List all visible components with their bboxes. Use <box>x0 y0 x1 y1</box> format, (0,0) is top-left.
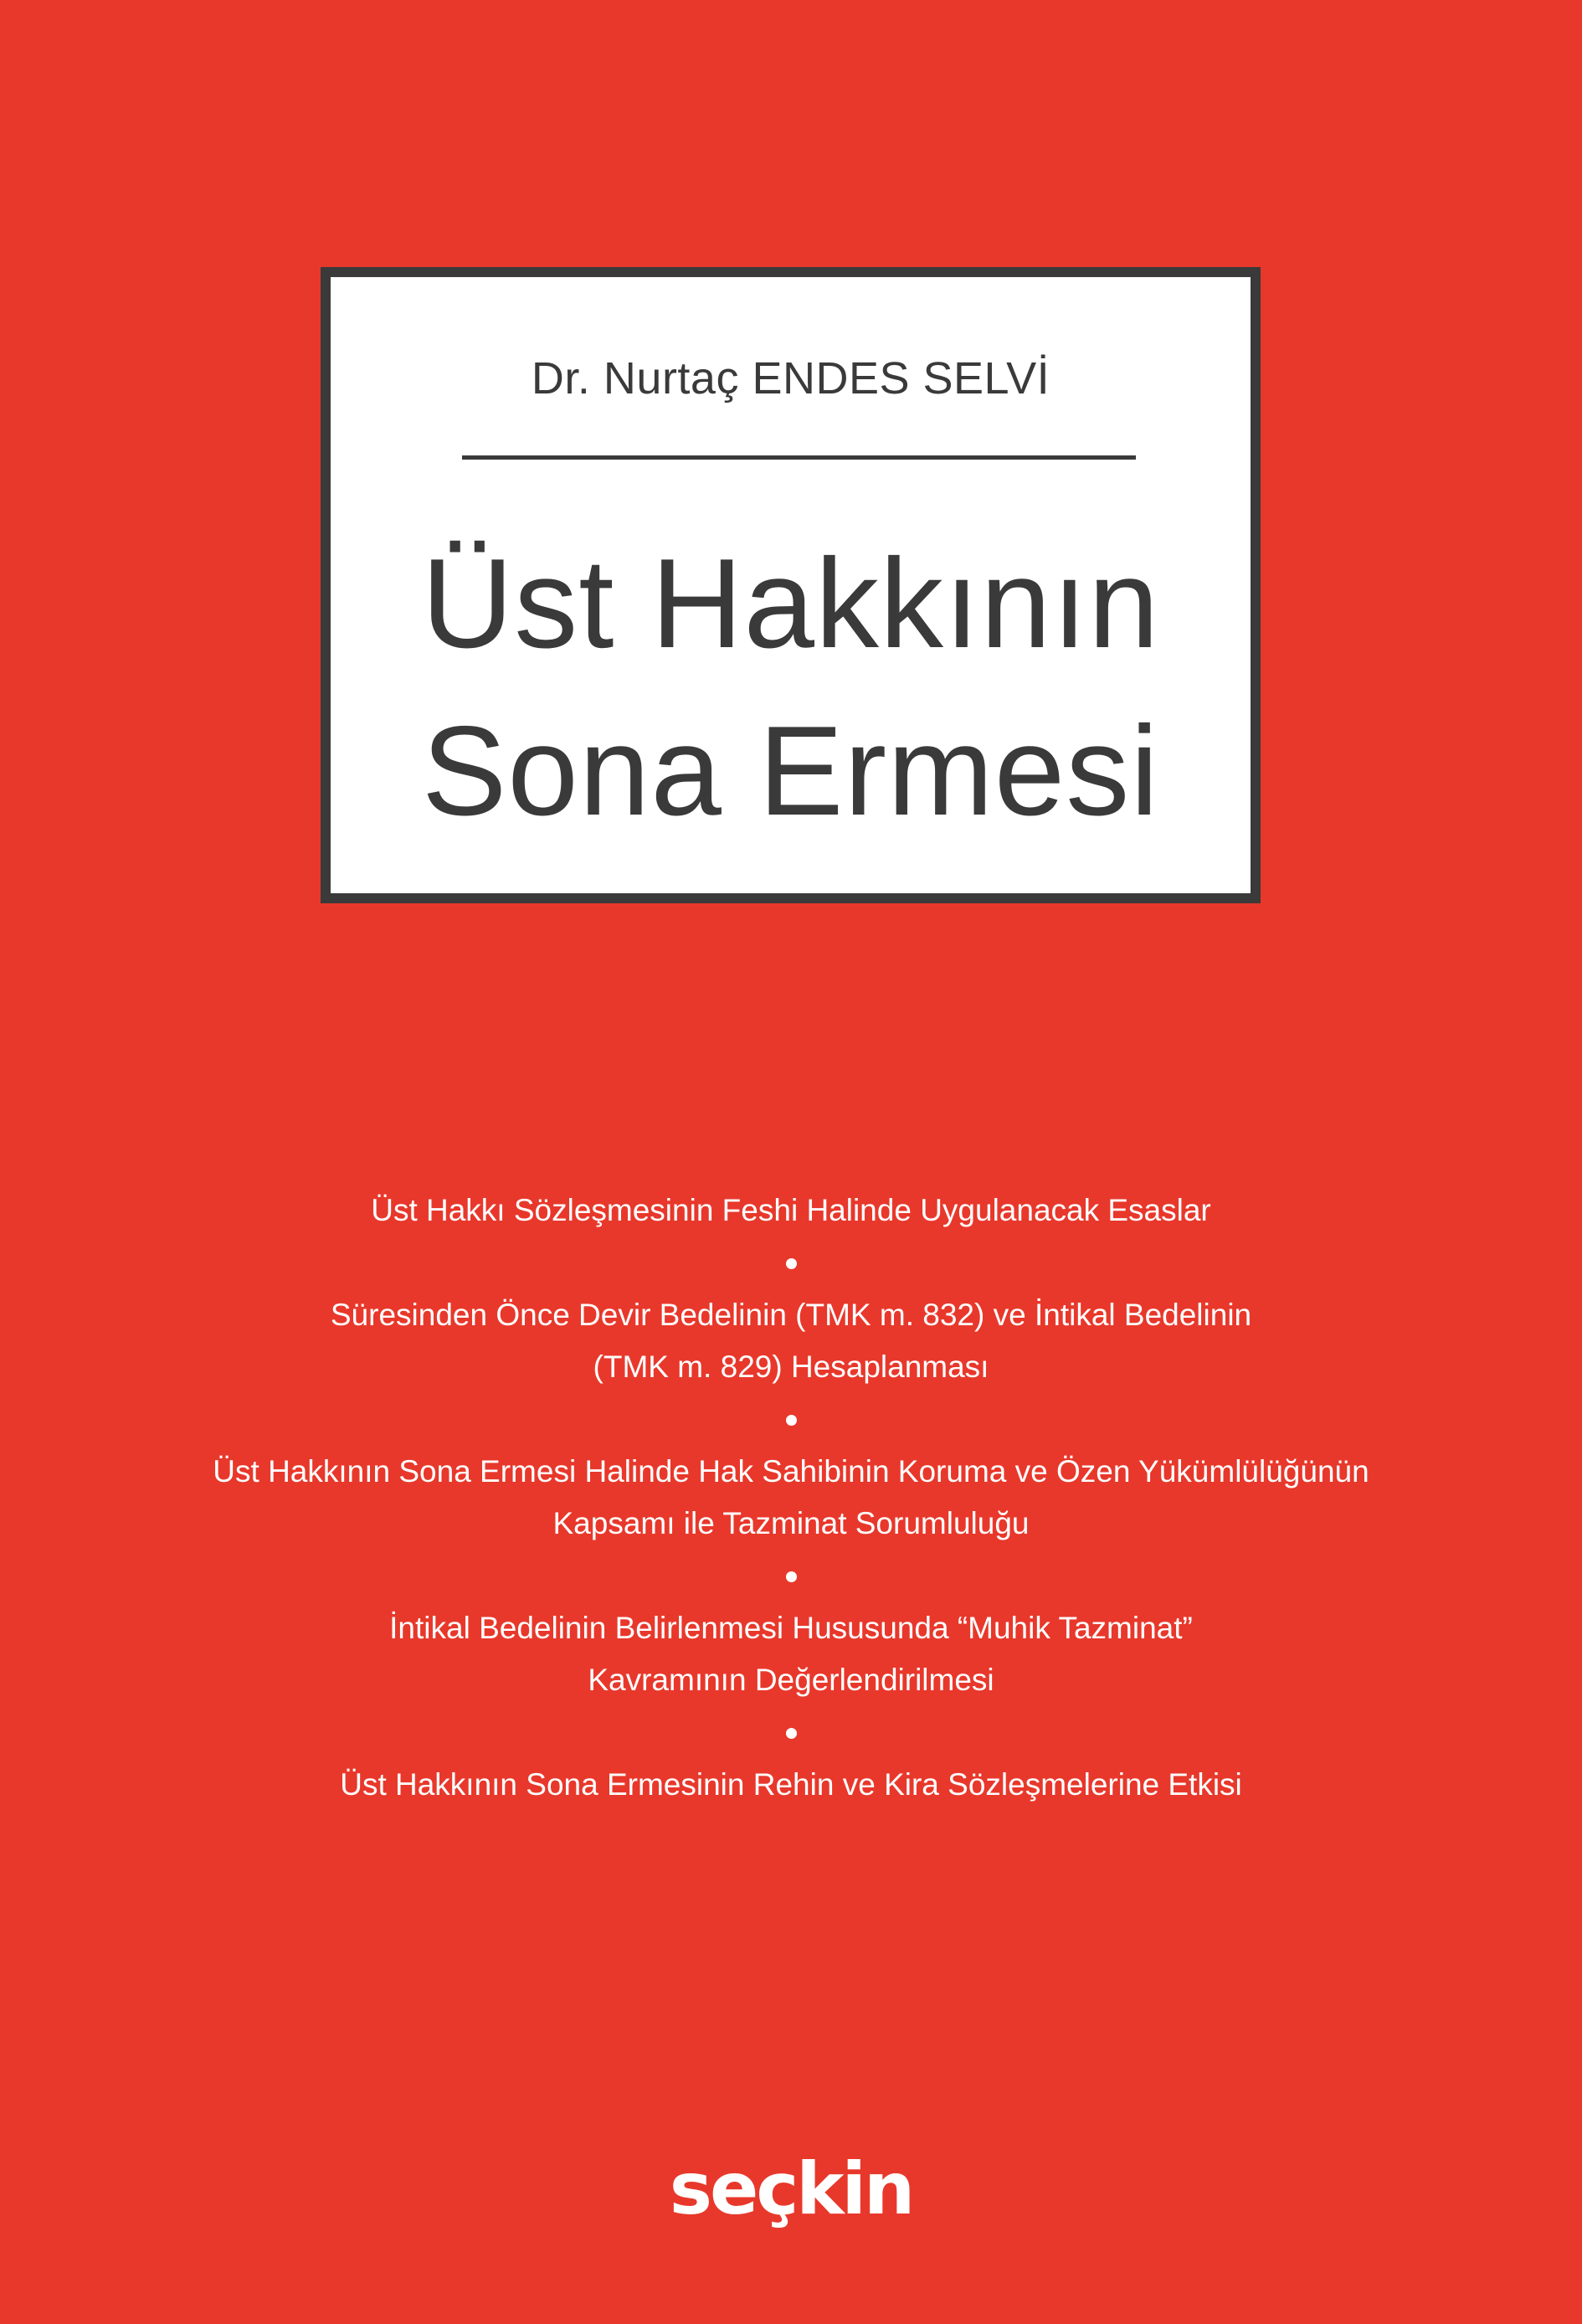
bullet-separator <box>786 1728 797 1739</box>
topic-item <box>126 1759 1456 1811</box>
topic-line: Üst Hakkının Sona Ermesinin Rehin ve Kira Sözleşmelerine Etkisi <box>340 1767 1242 1802</box>
bullet-separator <box>786 1415 797 1426</box>
topic-item <box>126 1185 1456 1237</box>
bullet-separator <box>786 1571 797 1582</box>
topic-list <box>126 1185 1456 1811</box>
topic-item <box>126 1602 1456 1706</box>
topic-line: İntikal Bedelinin Belirlenmesi Hususunda “Muhik Tazminat” <box>389 1611 1193 1645</box>
topic-line: Kavramının Değerlendirilmesi <box>588 1663 994 1697</box>
title-box <box>321 267 1261 903</box>
author-name: Dr. Nurtaç ENDES SELVİ <box>531 353 1050 404</box>
book-title <box>331 520 1251 855</box>
book-title-line-2: Sona Ermesi <box>421 700 1160 842</box>
topic-line: Süresinden Önce Devir Bedelinin (TMK m. 832) ve İntikal Bedelinin <box>330 1298 1252 1332</box>
topic-line: (TMK m. 829) Hesaplanması <box>593 1350 989 1384</box>
topic-item <box>126 1289 1456 1393</box>
book-title-line-1: Üst Hakkının <box>421 532 1160 675</box>
topic-item <box>126 1446 1456 1550</box>
publisher-logo: seçkin <box>669 2147 913 2231</box>
topic-line: Üst Hakkının Sona Ermesi Halinde Hak Sahibinin Koruma ve Özen Yükümlülüğünün <box>213 1454 1369 1488</box>
topic-line: Üst Hakkı Sözleşmesinin Feshi Halinde Uygulanacak Esaslar <box>371 1193 1211 1227</box>
author-divider <box>462 455 1136 460</box>
topic-line: Kapsamı ile Tazminat Sorumluluğu <box>552 1506 1030 1540</box>
bullet-separator <box>786 1258 797 1269</box>
